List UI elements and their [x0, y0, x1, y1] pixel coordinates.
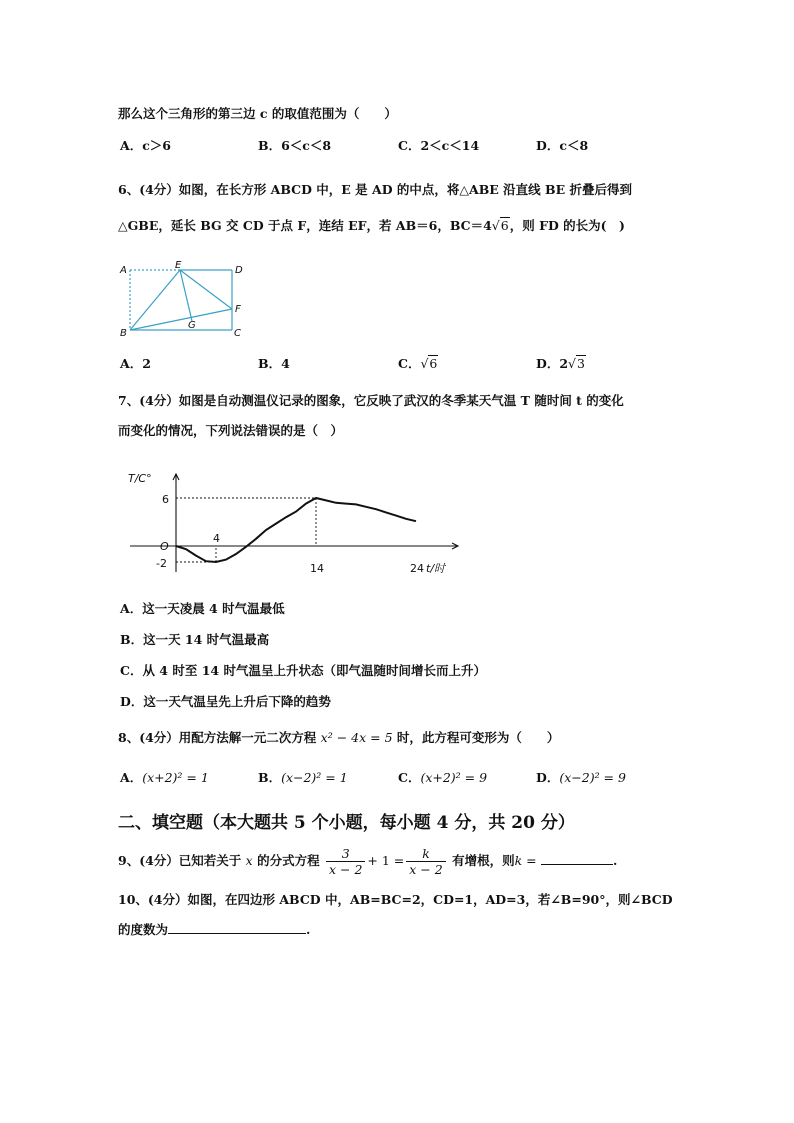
- q6-stem-line1: 6、(4分）如图，在长方形 ABCD 中，E 是 AD 的中点，将△ABE 沿直线 BE 折叠后得到: [118, 182, 632, 197]
- q7-option-b: B．这一天 14 时气温最高: [120, 632, 270, 647]
- q9-stem: [118, 846, 617, 877]
- q9-frac1-den: x − 2: [328, 862, 363, 877]
- q8-option-c: [398, 768, 487, 786]
- q10-end: .: [306, 922, 311, 937]
- q9-prefix: 9、(4分）已知若关于: [118, 853, 242, 868]
- q8-option-b: [258, 768, 348, 786]
- label-c: C: [234, 328, 241, 339]
- x-tick-24: 24: [410, 562, 424, 575]
- q8-option-a-label: A．: [120, 770, 143, 785]
- q6-stem-line2-tail: ，则 FD 的长为( ): [509, 218, 625, 233]
- q8-stem: [118, 728, 559, 746]
- q5-option-c: C．2＜c＜14: [398, 138, 480, 153]
- q6-option-d-radicand: 3: [577, 356, 585, 371]
- section-2-heading: 二、填空题（本大题共 5 个小题，每小题 4 分，共 20 分）: [118, 813, 575, 833]
- q9-frac2-den: x − 2: [409, 862, 443, 877]
- q6-option-c: C．√6: [398, 356, 438, 371]
- q8-option-c-expr: (x+2)² = 9: [420, 770, 488, 785]
- q6-option-b: B．4: [258, 356, 290, 371]
- q7-stem-line1: 7、(4分）如图是自动测温仪记录的图象，它反映了武汉的冬季某天气温 T 随时间 t 的变化: [118, 393, 624, 408]
- q9-mid: 的分式方程: [257, 853, 320, 868]
- q7-option-c: C．从 4 时至 14 时气温呈上升状态（即气温随时间增长而上升）: [120, 663, 486, 678]
- q8-option-a: [120, 768, 209, 786]
- q8-option-b-expr: (x−2)² = 1: [281, 770, 348, 785]
- q6-stem-line2-text: △GBE，延长 BG 交 CD 于点 F，连结 EF，若 AB＝6，BC＝4: [118, 218, 492, 233]
- y-tick-6: 6: [162, 493, 169, 506]
- q6-option-d: D．2√3: [536, 356, 585, 371]
- q9-frac2-num: k: [406, 846, 445, 862]
- q6-option-d-label: D．2: [536, 356, 569, 371]
- q7-option-d: D．这一天气温呈先上升后下降的趋势: [120, 694, 331, 709]
- q8-stem-suffix: 时，此方程可变形为（ ）: [396, 730, 560, 745]
- q7-temperature-chart: [126, 470, 446, 582]
- temperature-series-line: [176, 498, 416, 562]
- label-e: E: [175, 260, 182, 271]
- q9-plus-one: + 1 =: [367, 853, 405, 868]
- q8-option-b-label: B．: [258, 770, 282, 785]
- q6-bc-radicand: 6: [500, 218, 509, 233]
- q9-frac1-num: 3: [326, 846, 365, 862]
- label-a: A: [120, 265, 127, 276]
- q6-rectangle-figure: [112, 258, 252, 342]
- q5-option-d: D．c＜8: [536, 138, 589, 153]
- q10-line2-text: 的度数为: [118, 922, 169, 937]
- q8-stem-prefix: 8、(4分）用配方法解一元二次方程: [118, 730, 317, 745]
- q6-stem-line2: △GBE，延长 BG 交 CD 于点 F，连结 EF，若 AB＝6，BC＝4√6，则 FD 的长为( ): [118, 218, 625, 233]
- q9-var: x: [245, 853, 253, 868]
- q9-fraction-1: [326, 846, 365, 877]
- q9-suffix: 有增根，则: [452, 853, 515, 868]
- q7-option-a: A．这一天凌晨 4 时气温最低: [120, 601, 285, 616]
- q6-option-c-label: C．: [398, 356, 421, 371]
- label-d: D: [235, 265, 243, 276]
- q8-option-d-expr: (x−2)² = 9: [559, 770, 626, 785]
- q10-answer-blank[interactable]: [168, 921, 306, 934]
- q7-stem-line2: 而变化的情况，下列说法错误的是（ ）: [118, 423, 344, 438]
- q9-k-eq: k =: [514, 853, 537, 868]
- x-axis-label: t/时: [426, 562, 446, 575]
- q8-option-d: [536, 768, 626, 786]
- q8-option-c-label: C．: [398, 770, 421, 785]
- q8-option-d-label: D．: [536, 770, 560, 785]
- q8-equation: x² − 4x = 5: [320, 730, 393, 745]
- q6-option-a: A．2: [120, 356, 151, 371]
- q10-stem-line2: [118, 920, 310, 938]
- y-tick-neg2: -2: [156, 557, 167, 570]
- y-axis-label: T/C°: [128, 472, 152, 485]
- label-f: F: [235, 304, 241, 315]
- x-tick-4: 4: [213, 532, 220, 545]
- origin-label: O: [160, 540, 169, 553]
- q9-answer-blank[interactable]: [541, 852, 613, 865]
- label-b: B: [120, 328, 127, 339]
- x-tick-14: 14: [310, 562, 324, 575]
- q8-option-a-expr: (x+2)² = 1: [142, 770, 209, 785]
- q6-option-c-radicand: 6: [429, 356, 438, 371]
- q9-fraction-2: [406, 846, 445, 877]
- q5-option-b: B．6＜c＜8: [258, 138, 332, 153]
- q5-option-a: A．c＞6: [120, 138, 172, 153]
- q5-stem: 那么这个三角形的第三边 c 的取值范围为（ ）: [118, 106, 397, 121]
- q9-end: .: [612, 853, 618, 868]
- q10-stem-line1: 10、(4分）如图，在四边形 ABCD 中，AB=BC=2，CD=1，AD=3，若∠B=90°，则∠BCD: [118, 892, 673, 907]
- label-g: G: [188, 320, 196, 331]
